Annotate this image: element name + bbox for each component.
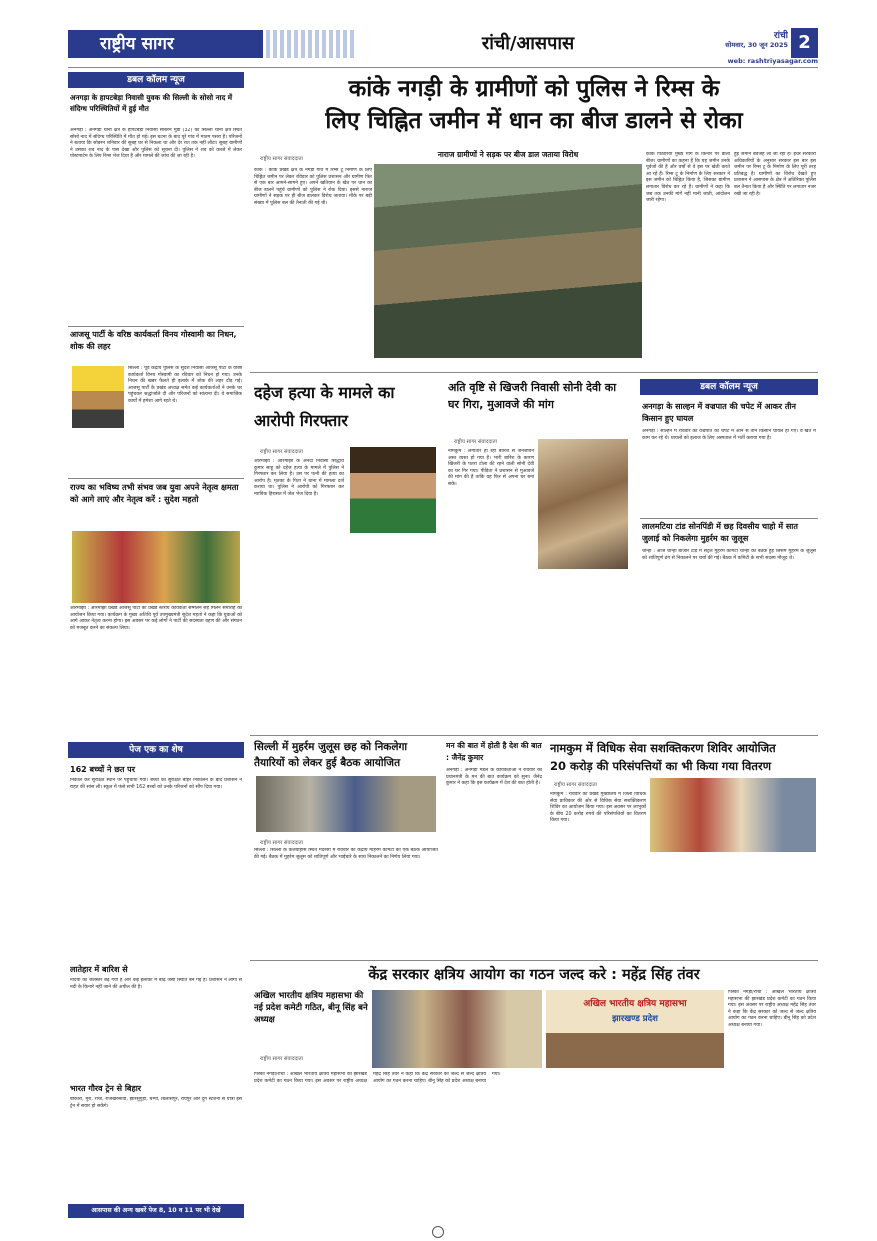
continued-title: 162 बच्चों ने छत पर [70,765,135,774]
footer-strip: आसपास की अन्य खबरें पेज 8, 10 व 11 पर भी देखें [68,1204,244,1218]
story-headline: लालमटिया टांड सोनपिंडी में छह दिवसीय चाहो में सात जुलाई को निकलेगा मुहर्रम का जुलूस [642,522,798,543]
story-headline: दहेज हत्या के मामले का आरोपी गिरफ्तार [254,383,395,430]
story-headline: अति वृष्टि से खिजरी निवासी सोनी देवी का घर गिरा, मुआवजे की मांग [448,381,617,411]
story-body: पिस्का नगड़ी/रांची : अखिल भारतीय क्षत्रिय महासभा की झारखंड प्रदेश कमेटी का गठन किया गया। इस अवसर पर राष्ट्रीय अध्यक्ष महेंद्र सिंह तंवर ने कहा कि केंद्र सरकार को जल्द से जल्द क्षत्रिय आयोग का गठन करना चाहिए। बीनू सिंह को प्रदेश अध्यक्ष बनाया गया। [728,990,816,1028]
logo-dots [266,30,356,58]
page-one-tag: पेज एक का शेष [68,742,244,758]
story-body: सिल्ली : पूर्व केंद्रीय पुलिस के सुदेश निवासी आजसू पार्टी के वरिष्ठ कार्यकर्ता विनय गोस्वामी का रविवार को निधन हो गया। उनके निधन की खबर फैलते ही इलाके में शोक की लहर दौड़ गई। आजसू पार्टी के प्रखंड अध्यक्ष समेत कई कार्यकर्ताओं ने उनके घर पहुंचकर श्रद्धांजलि दी और परिजनों को सांत्वना दी। वे समाजिक कार्यों में हमेशा आगे रहते थे। [128,366,242,404]
register-mark-icon [432,1226,444,1238]
bottom-headline: केंद्र सरकार क्षत्रिय आयोग का गठन जल्द करे : महेंद्र सिंह तंवर [368,967,700,983]
byline: राष्ट्रीय सागर संवाददाता [454,439,497,445]
right-column [640,375,818,735]
story-body: ओरमांझी : ओरमांझी प्रखंड आजसू पार्टी का प्रखंड स्तरीय कार्यकर्ता सम्मेलन सह मिलन समारोह का आयोजन किया गया। कार्यक्रम के मुख्य अतिथि पूर्व उपमुख्यमंत्री सुदेश महतो ने कहा कि युवाओं को आगे आकर नेतृत्व करना होगा। इस अवसर पर कई लोगों ने पार्टी की सदस्यता ग्रहण की और संगठन को मजबूत करने का संकल्प लिया। [70,606,242,631]
event-photo [372,990,542,1068]
website-label: web: rashtriyasagar.com [727,57,818,65]
story-body: अनगड़ा : अनगड़ा मंडल के कार्यकर्ताओं ने रविवार को प्रधानमंत्री के मन की बात कार्यक्रम को सुना। जैनेंद्र कुमार ने कहा कि इस कार्यक्रम में देश की बात होती है। [446,768,542,787]
collapsed-house-photo [538,439,628,569]
city-label: रांची [773,31,788,40]
story-headline: सिल्ली में मुहर्रम जुलूस छह को निकलेगा [254,741,408,753]
camp-photo [650,778,816,852]
main-headline: लिए चिह्नित जमीन में धान का बीज डालने से रोका [325,108,743,134]
byline: राष्ट्रीय सागर संवाददाता [260,156,303,162]
woman-photo [350,447,436,533]
banner-text [550,996,720,1036]
section-title: रांची/आसपास [481,33,575,54]
continued-body: नदियों का जलस्तर बढ़ गया है और कई इलाकों में बाढ़ जैसी स्थिति बन गई है। प्रशासन ने लोगों से नदी के किनारे नहीं जाने की अपील की है। [70,978,242,990]
group-photo [72,531,240,603]
story-body: अनगड़ा : साल्हन में रविवार को वज्रपात की चपेट में आने से तीन किसान घायल हो गए। वे खेत में काम कर रहे थे। घायलों को इलाज के लिए अस्पताल में भर्ती कराया गया है। [642,429,816,441]
story-body: अनगड़ा : अनगड़ा थाना क्षेत्र के हापटबेड़ा निवासी सोबरन मुंडा (32) की सिल्ली थाना क्षेत्र स्थित सोसो नाद में संदिग्ध परिस्थिति में मौत हो गई। इस घटना के बाद पूरे गांव में मातम पसरा है। परिजनों ने बताया कि सोबरन शनिवार की सुबह घर से निकला था और देर रात तक नहीं लौटा। सुबह ग्रामीणों ने उसका शव नाद के पास देखा और पुलिस को सूचना दी। पुलिस ने शव को कब्जे में लेकर पोस्टमार्टम के लिए रिम्स भेज दिया है और मामले की जांच की जा रही है। [70,128,242,160]
story-headline: अनगड़ा के हापटबेड़ा निवासी युवक की सिल्ली के सोसो नाद में संदिग्ध परिस्थितियों में हुई मौत [70,93,233,113]
story-body: पिस्का नगड़ी/रांची : अखिल भारतीय क्षत्रिय महासभा की झारखंड प्रदेश कमेटी का गठन किया गया। इस अवसर पर राष्ट्रीय अध्यक्ष महेंद्र सिंह तंवर ने कहा कि केंद्र सरकार को जल्द से जल्द क्षत्रिय आयोग का गठन करना चाहिए। बीनू सिंह को प्रदेश अध्यक्ष बनाया गया। [254,1072,501,1084]
story-body: नामकुम : रविवार को प्रखंड मुख्यालय में जिला विधिक सेवा प्राधिकार की ओर से विधिक सेवा सशक्तिकरण शिविर का आयोजन किया गया। इस अवसर पर लाभुकों के बीच 20 करोड़ रुपये की परिसंपत्तियों का वितरण किया गया। [550,792,646,824]
dowry-story [250,375,440,735]
story-headline: तैयारियों को लेकर हुई बैठक आयोजित [254,757,401,769]
protest-photo [374,164,642,358]
story-subhead: अखिल भारतीय क्षत्रिय महासभा की नई प्रदेश कमेटी गठित, बीनू सिंह बने अध्यक्ष [254,991,368,1025]
story-body: चान्हो : आज चान्हो बाजार टांड़ में सेंट्रल मुहर्रम कमिटी चान्हो की बैठक हुई जिसमें मुहर्रम के जुलूस को शांतिपूर्ण ढंग से निकालने पर चर्चा की गई। बैठक में कमिटी के सभी सदस्य मौजूद थे। [642,549,816,561]
double-column-tag: डबल कॉलम न्यूज [640,379,818,395]
byline: राष्ट्रीय सागर संवाददाता [260,449,303,455]
story-headline: आजसू पार्टी के वरिष्ठ कार्यकर्ता विनय गोस्वामी का निधन, शोक की लहर [70,330,237,351]
date-label: सोमवार, 30 जून 2025 [725,41,788,49]
main-headline: कांके नगड़ी के ग्रामीणों को पुलिस ने रिम्स के [348,76,720,102]
byline: राष्ट्रीय सागर संवाददाता [260,1056,303,1062]
continued-body: बोकारो, मुरी, रांची, राजखरसावां, झारसुगुड़ा, चम्पा, बिलासपुर, रायपुर और दुर्ग स्टेशनों से यात्री इस ट्रेन में सवार हो सकेंगे। [70,1097,242,1109]
page-one-continued [68,742,244,1202]
main-story [250,70,818,370]
banner-title: अखिल भारतीय क्षत्रिय महासभा [583,999,687,1009]
byline: राष्ट्रीय सागर संवाददाता [554,782,597,788]
silli-story [250,738,440,958]
banner-subtitle: झारखण्ड प्रदेश [612,1014,658,1024]
story-headline: मन की बात में होती है देश की बात : जैनेंद्र कुमार [446,741,542,762]
person-photo [72,366,124,428]
story-body: हुई जमीन बेवजह ली जा रही है। इधर सरकारी अधिकारियों के अनुसार सरकार इस बार इस जमीन पर रिम्स टू के निर्माण के लिए पूरी तरह प्रतिबद्ध है। ग्रामीणों का विरोध देखते हुए प्रशासन ने आसपास के क्षेत्र में अतिरिक्त पुलिस बल तैनात किया है और स्थिति पर लगातार नजर रखी जा रही है। [734,152,816,197]
story-headline: राज्य का भविष्य तभी संभव जब युवा अपने नेतृत्व क्षमता को आगे लाएं और नेतृत्व करें : सुदेश महतो [70,482,239,504]
story-body: ओरमांझी : ओरमांझी के अनंदी निवासी सिद्धार्थ कुमार साहू को दहेज हत्या के मामले में पुलिस ने गिरफ्तार कर लिया है। उस पर पत्नी की हत्या का आरोप है। मृतका के पिता ने थाना में मामला दर्ज कराया था। पुलिस ने आरोपी को गिरफ्तार कर न्यायिक हिरासत में जेल भेज दिया है। [254,459,344,497]
continued-title: भारत गौरव ट्रेन से बिहार [70,1084,142,1093]
page-number: 2 [791,28,818,58]
left-column [68,70,244,740]
story-body: सिल्ली : सिल्ली के कलवाहोस स्थित मदरसा में रविवार को केंद्रीय मोहर्रम कमिटी की एक बैठक आयोजित की गई। बैठक में मुहर्रम जुलूस को शांतिपूर्ण और भाईचारे के साथ निकालने का निर्णय लिया गया। [254,848,438,860]
mann-ki-baat-story [444,738,544,958]
legal-camp-story [548,738,818,958]
house-collapse-story [444,375,634,735]
double-column-tag: डबल कॉलम न्यूज [68,72,244,88]
byline: राष्ट्रीय सागर संवाददाता [260,840,303,846]
bottom-story [250,962,818,1224]
story-body: कांके : कांके प्रखंड क्षेत्र के नगड़ी गांव में रिम्स टू निर्माण के लिए चिह्नित जमीन पर लेकर रविवार को पुलिस प्रशासन और ग्रामीण फिर से एक बार आमने-सामने हुए। अपने खतियान के खेत पर धान का बीज डालने पहुंचे ग्रामीणों को पुलिस ने रोक दिया। इससे नाराज ग्रामीणों ने सड़क पर ही बीज डालकर विरोध जताया। मौके पर बड़ी संख्या में पुलिस बल की तैनाती की गई थी। [254,168,372,206]
continued-title: लातेहार में बारिश से [70,965,128,974]
masthead [68,26,818,66]
paper-name-banner: राष्ट्रीय सागर [68,30,263,58]
story-headline: अनगड़ा के साल्हन में वज्रपात की चपेट में आकर तीन किसान हुए घायल [642,402,796,423]
story-body: कांके पिठोरिया मुख्य मार्ग के किनारे पर डाला बीज। ग्रामीणों का कहना है कि यह जमीन उनके पूर्वजों की है और वर्षों से वे इस पर खेती करते आ रहे हैं। रिम्स टू के निर्माण के लिए सरकार ने इस जमीन को चिह्नित किया है, जिसका ग्रामीण लगातार विरोध कर रहे हैं। ग्रामीणों ने कहा कि जब तक उनकी मांगें नहीं मानी जाती, आंदोलन जारी रहेगा। [646,152,730,204]
meeting-photo [256,776,436,832]
continued-body: निकाल कर सुरक्षित स्थान पर पहुंचाया गया। बच्चों को सुरक्षित बाहर निकालने के बाद प्रशासन ने राहत की सांस ली। स्कूल में फंसे सभी 162 बच्चों को उनके परिजनों को सौंप दिया गया। [70,778,242,790]
story-headline: 20 करोड़ की परिसंपत्तियों का भी किया गया वितरण [550,759,772,773]
photo-caption: नाराज ग्रामीणों ने सड़क पर बीज डाल जताया विरोध [437,150,579,159]
story-headline: नामकुम में विधिक सेवा सशक्तिकरण शिविर आयोजित [550,741,776,755]
story-body: नामकुम : लगातार हो रही बारिश से जनजीवन अस्त व्यस्त हो गया है। भारी बारिश के कारण खिजरी के पतरा टोला की रहने वाली सोनी देवी का घर गिर गया। पीड़िता ने प्रशासन से मुआवजे की मांग की है ताकि वह फिर से अपना घर बना सके। [448,449,534,487]
